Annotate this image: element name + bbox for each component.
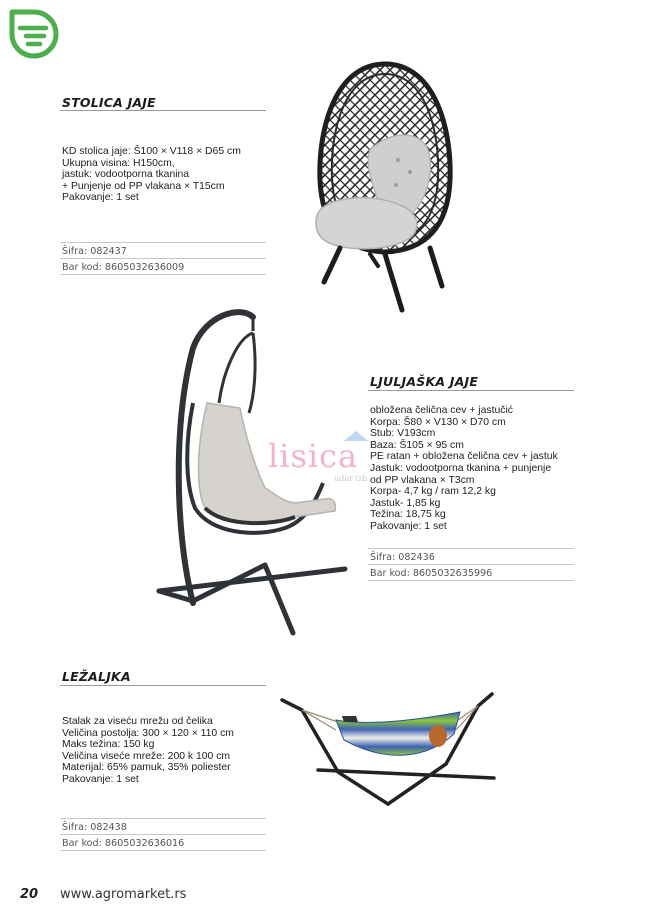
spec-line: KD stolica jaje: Š100 × V118 × D65 cm bbox=[62, 146, 241, 157]
spec-line: Maks težina: 150 kg bbox=[62, 739, 155, 751]
spec-line: Jastuk- 1,85 kg bbox=[370, 497, 441, 509]
product-sku: Šifra: 082438 bbox=[62, 822, 127, 833]
divider bbox=[60, 242, 266, 243]
spec-line: Veličina postolja: 300 × 120 × 110 cm bbox=[62, 727, 234, 739]
spec-line: Pakovanje: 1 set bbox=[370, 520, 447, 532]
spec-line: Korpa: Š80 × V130 × D70 cm bbox=[370, 416, 506, 428]
product-specs-egg-chair bbox=[62, 146, 241, 204]
spec-line: Težina: 18,75 kg bbox=[370, 509, 446, 521]
divider bbox=[60, 274, 266, 275]
product-barcode: Bar kod: 8605032636009 bbox=[62, 262, 185, 273]
spec-line: od PP vlakana × T3cm bbox=[370, 474, 475, 486]
title-divider bbox=[60, 685, 266, 686]
spec-line: Pakovanje: 1 set bbox=[62, 192, 139, 204]
spec-line: PE ratan + obložena čelična cev + jastuk bbox=[370, 451, 558, 463]
hammock-photo bbox=[278, 686, 500, 814]
spec-line: Pakovanje: 1 set bbox=[62, 773, 139, 785]
spec-line: + Punjenje od PP vlakana × T15cm bbox=[62, 180, 225, 192]
watermark-text: lisica bbox=[268, 437, 359, 475]
product-sku: Šifra: 082437 bbox=[62, 246, 127, 257]
divider bbox=[368, 564, 574, 565]
divider bbox=[60, 818, 266, 819]
footer-website-link[interactable]: www.agromarket.rs bbox=[60, 887, 187, 902]
product-specs-hammock bbox=[62, 716, 234, 786]
spec-line: jastuk: vodootporna tkanina bbox=[62, 169, 190, 181]
product-barcode: Bar kod: 8605032635996 bbox=[370, 568, 493, 579]
spec-line: Korpa- 4,7 kg / ram 12,2 kg bbox=[370, 486, 496, 498]
agromarket-leaf-logo-icon bbox=[4, 4, 62, 62]
product-barcode: Bar kod: 8605032636016 bbox=[62, 838, 185, 849]
divider bbox=[60, 850, 266, 851]
title-divider bbox=[368, 390, 574, 391]
watermark bbox=[268, 437, 378, 485]
spec-line: obložena čelična cev + jastučić bbox=[370, 405, 513, 416]
page-number: 20 bbox=[20, 887, 39, 902]
spec-line: Stub: V193cm bbox=[370, 428, 436, 440]
product-title-hammock: LEŽALJKA bbox=[62, 669, 131, 684]
divider bbox=[60, 834, 266, 835]
spec-line: Materijal: 65% pamuk, 35% poliester bbox=[62, 762, 231, 774]
divider bbox=[60, 258, 266, 259]
spec-line: Jastuk: vodootporna tkanina + punjenje bbox=[370, 462, 552, 474]
divider bbox=[368, 580, 574, 581]
product-title-swing-chair: LJULJAŠKA JAJE bbox=[370, 374, 479, 389]
spec-line: Stalak za viseću mrežu od čelika bbox=[62, 716, 213, 727]
egg-chair-photo bbox=[310, 60, 460, 316]
title-divider bbox=[60, 110, 266, 111]
product-sku: Šifra: 082436 bbox=[370, 552, 435, 563]
divider bbox=[368, 548, 574, 549]
spec-line: Ukupna visina: H150cm, bbox=[62, 157, 175, 169]
spec-line: Veličina viseće mreže: 200 k 100 cm bbox=[62, 750, 231, 762]
watermark-subtext: udar izb bbox=[334, 474, 368, 483]
product-title-egg-chair: STOLICA JAJE bbox=[62, 95, 156, 110]
product-specs-swing-chair bbox=[370, 405, 558, 533]
spec-line: Baza: Š105 × 95 cm bbox=[370, 439, 464, 451]
